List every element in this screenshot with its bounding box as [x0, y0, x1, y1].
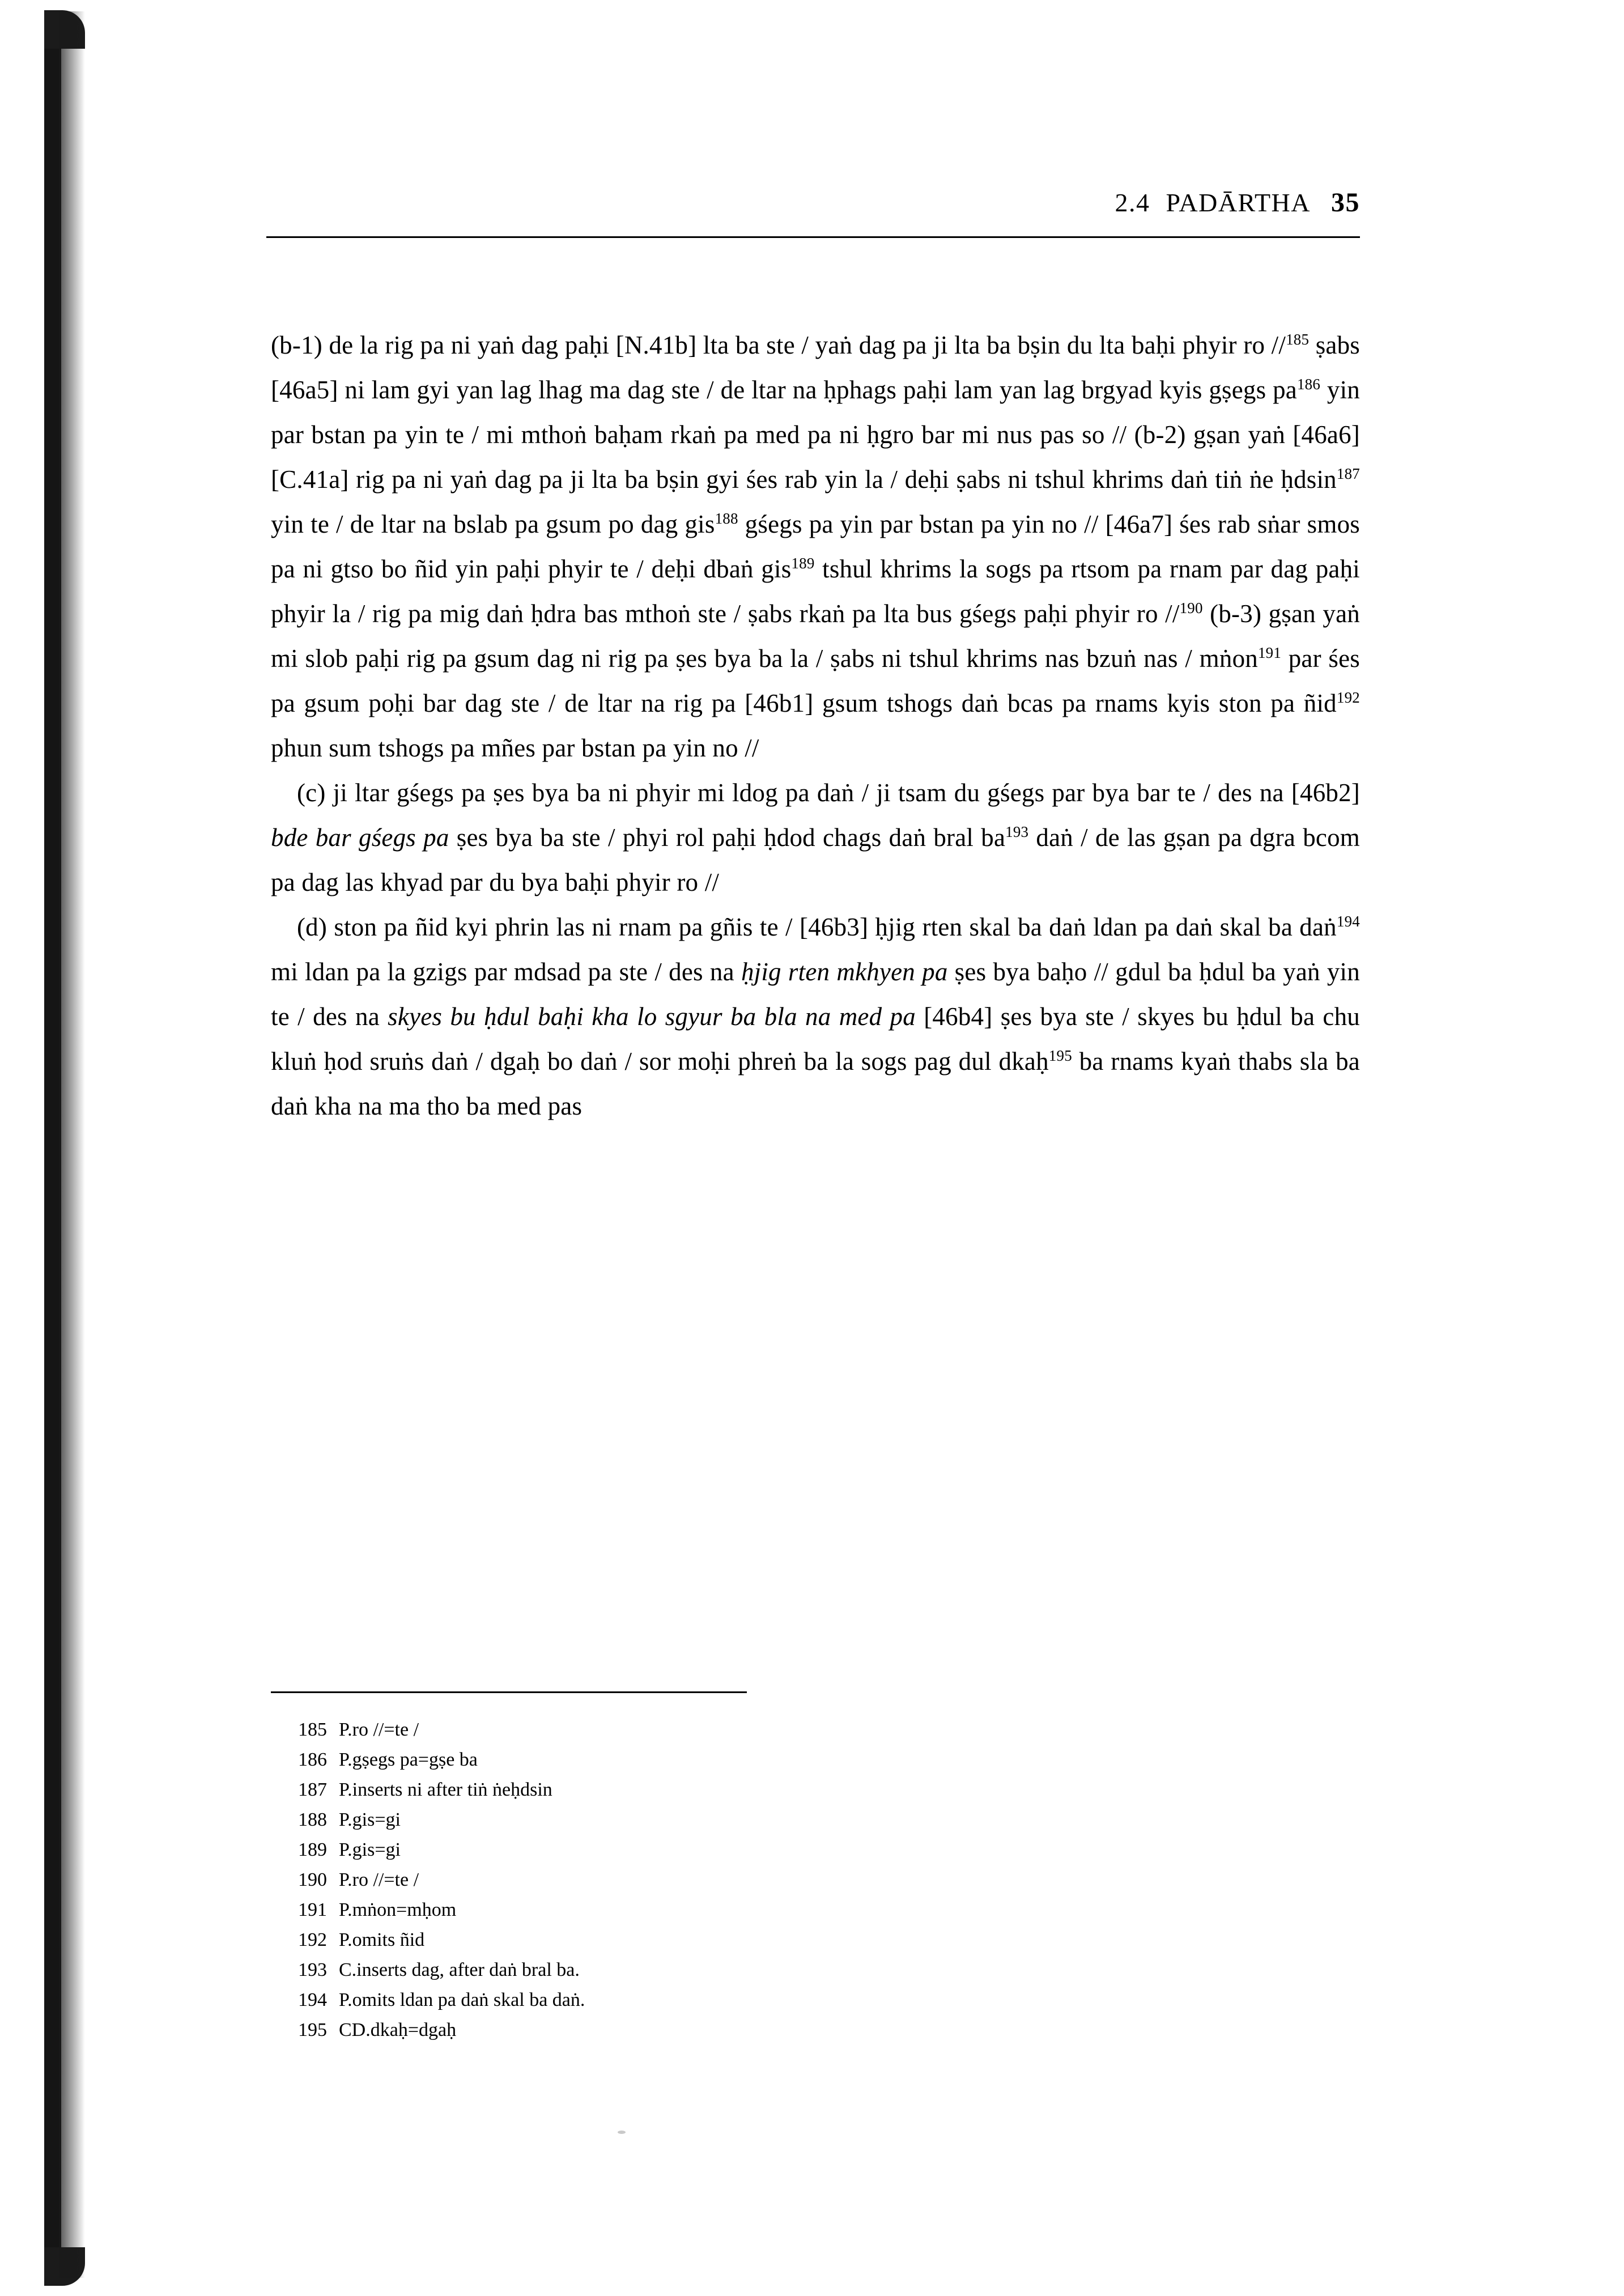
- footnote-marker-192: 192: [1336, 689, 1360, 706]
- footnote-number: 188: [298, 1809, 327, 1830]
- paragraph-b: (b-1) de la rig pa ni yaṅ dag paḥi [N.41b] lta ba ste / yaṅ dag pa ji lta ba bṣin du lta baḥi phyir ro //$^{185}$ ṣabs [46a5] ni lam gyi yan lag lhag ma dag ste / de ltar na ḥphags paḥi lam yan lag brgyad kyis gṣegs $pa^{186}$ yin par bstan pa yin te / mi mthoṅ baḥam rkaṅ pa med pa ni ḥgro bar mi nus pas so // (b-2) gṣan yaṅ [46a6] [C.41a] rig pa ni yaṅ dag pa ji lta ba bṣin gyi śes rab yin la / deḥi ṣabs ni tshul khrims daṅ tiṅ ṅe ḥdsin$^{187}$ yin te / de ltar na bslab pa gsum po dag gis$^{188}$ gśegs pa yin par bstan pa yin no // [46a7] śes rab sṅar smos pa ni gtso bo ñid yin paḥi phyir te / deḥi dbaṅ gis$^{189}$ tshul khrims la sogs pa rtsom pa rnam par dag paḥi phyir la / rig pa mig daṅ ḥdra bas mthoṅ ste / ṣabs rkaṅ pa lta bus gśegs paḥi phyir ro //$^{190}$ (b-3) gṣan yaṅ mi slob paḥi rig pa gsum dag ni rig pa ṣes bya ba la / ṣabs ni tshul khrims nas bzuṅ nas / mṅon$^{191}$ par śes pa gsum poḥi bar dag ste / de ltar na rig pa [46b1] gsum tshogs daṅ bcas pa rnams kyis ston pa ñid$^{192}$ phun sum tshogs pa mñes par bstan pa yin no //: [271, 331, 1361, 762]
- footnote-item: [271, 2015, 1360, 2045]
- footnote-number: 189: [298, 1839, 327, 1860]
- footnote-number: 195: [298, 2019, 327, 2040]
- italic-term-bde-bar-gsegs-pa: bde bar gśegs pa: [271, 823, 449, 852]
- footnote-number: 186: [298, 1749, 327, 1770]
- paragraph-c: (c) ji ltar gśegs pa ṣes bya ba ni phyir mi ldog pa daṅ / ji tsam du gśegs par bya bar te / des na [46b2] bde bar gśegs pa ṣes bya ba ste / phyi rol paḥi ḥdod chags daṅ bral $ba^{193}$ daṅ / de las gṣan pa dgra bcom pa dag las khyad par du bya baḥi phyir ro //: [271, 779, 1360, 896]
- footnote-item: [271, 1745, 1360, 1775]
- footnote-marker-195: 195: [1048, 1047, 1072, 1064]
- footnote-item: [271, 1835, 1360, 1865]
- footnote-number: 190: [298, 1869, 327, 1890]
- footnote-text: P.mṅon=mḥom: [339, 1899, 457, 1920]
- footnote-text: P.omits ñid: [339, 1929, 425, 1950]
- page-number: 35: [1331, 188, 1360, 218]
- footnote-number: 192: [298, 1929, 327, 1950]
- binding-shadow-fade: [59, 11, 85, 2278]
- binding-shadow-bottom: [44, 2247, 85, 2286]
- footnote-number: 194: [298, 1989, 327, 2010]
- footnote-separator-rule: [271, 1691, 747, 1693]
- footnote-list: [271, 1715, 1360, 2045]
- footnote-item: [271, 1955, 1360, 1985]
- footnote-item: [271, 1925, 1360, 1955]
- section-number: 2.4: [1115, 188, 1150, 217]
- footnote-item: [271, 1865, 1360, 1895]
- footnote-number: 193: [298, 1959, 327, 1980]
- footnote-marker-189: 189: [791, 555, 815, 572]
- footnote-marker-186: 186: [1296, 376, 1321, 393]
- footnote-marker-185: 185: [1286, 331, 1310, 348]
- scan-artifact: [618, 2131, 626, 2134]
- footnote-marker-194: 194: [1336, 913, 1360, 930]
- header-rule: [266, 236, 1360, 238]
- paragraph-d: (d) ston pa ñid kyi phrin las ni rnam pa gñis te / [46b3] ḥjig rten skal ba daṅ ldan pa daṅ skal ba daṅ$^{194}$ mi ldan pa la gzigs par mdsad pa ste / des na ḥjig rten mkhyen pa ṣes bya baḥo // gdul ba ḥdul ba yaṅ yin te / des na skyes bu ḥdul baḥi kha lo sgyur ba bla na med pa [46b4] ṣes bya ste / skyes bu ḥdul ba chu kluṅ ḥod sruṅs daṅ / dgaḥ bo daṅ / sor moḥi phreṅ ba la sogs pag dul dkaḥ$^{195}$ ba rnams kyaṅ thabs sla ba daṅ kha na ma tho ba med pas: [271, 913, 1360, 1120]
- footnote-number: 191: [298, 1899, 327, 1920]
- footnote-marker-187: 187: [1336, 465, 1360, 482]
- section-title: PADĀRTHA: [1166, 188, 1311, 217]
- footnote-text: P.gis=gi: [339, 1809, 401, 1830]
- footnote-number: 185: [298, 1719, 327, 1740]
- footnote-text: C.inserts dag, after daṅ bral ba.: [339, 1959, 580, 1980]
- footnote-marker-190: 190: [1179, 599, 1203, 616]
- footnote-item: [271, 1895, 1360, 1925]
- scan-binding-edge: [0, 0, 85, 2296]
- footnotes-section: [271, 1691, 1360, 2045]
- footnote-text: P.gis=gi: [339, 1839, 401, 1860]
- footnote-text: P.ro //=te /: [339, 1719, 419, 1740]
- footnote-item: [271, 1775, 1360, 1805]
- italic-term-skyes-bu-hdul-bahi: skyes bu ḥdul baḥi kha lo sgyur ba bla na med pa: [388, 1002, 916, 1031]
- footnote-number: 187: [298, 1779, 327, 1800]
- body-text: [271, 323, 1360, 1129]
- footnote-marker-188: 188: [715, 510, 738, 527]
- footnote-text: P.gṣegs pa=gṣe ba: [339, 1749, 478, 1770]
- italic-term-hjig-rten-mkhyen-pa: ḥjig rten mkhyen pa: [741, 958, 948, 986]
- footnote-text: P.omits ldan pa daṅ skal ba daṅ.: [339, 1989, 585, 2010]
- running-head-text: [1115, 187, 1360, 218]
- running-head: [266, 187, 1360, 238]
- footnote-item: [271, 1715, 1360, 1745]
- footnote-text: P.ro //=te /: [339, 1869, 419, 1890]
- footnote-text: CD.dkaḥ=dgaḥ: [339, 2019, 457, 2040]
- binding-shadow-top: [44, 10, 85, 49]
- binding-shadow-bar: [44, 11, 61, 2278]
- footnote-text: P.inserts ni after tiṅ ṅeḥdsin: [339, 1779, 552, 1800]
- footnote-marker-193: 193: [1005, 823, 1029, 840]
- footnote-marker-191: 191: [1257, 644, 1282, 661]
- footnote-item: [271, 1985, 1360, 2015]
- footnote-item: [271, 1805, 1360, 1835]
